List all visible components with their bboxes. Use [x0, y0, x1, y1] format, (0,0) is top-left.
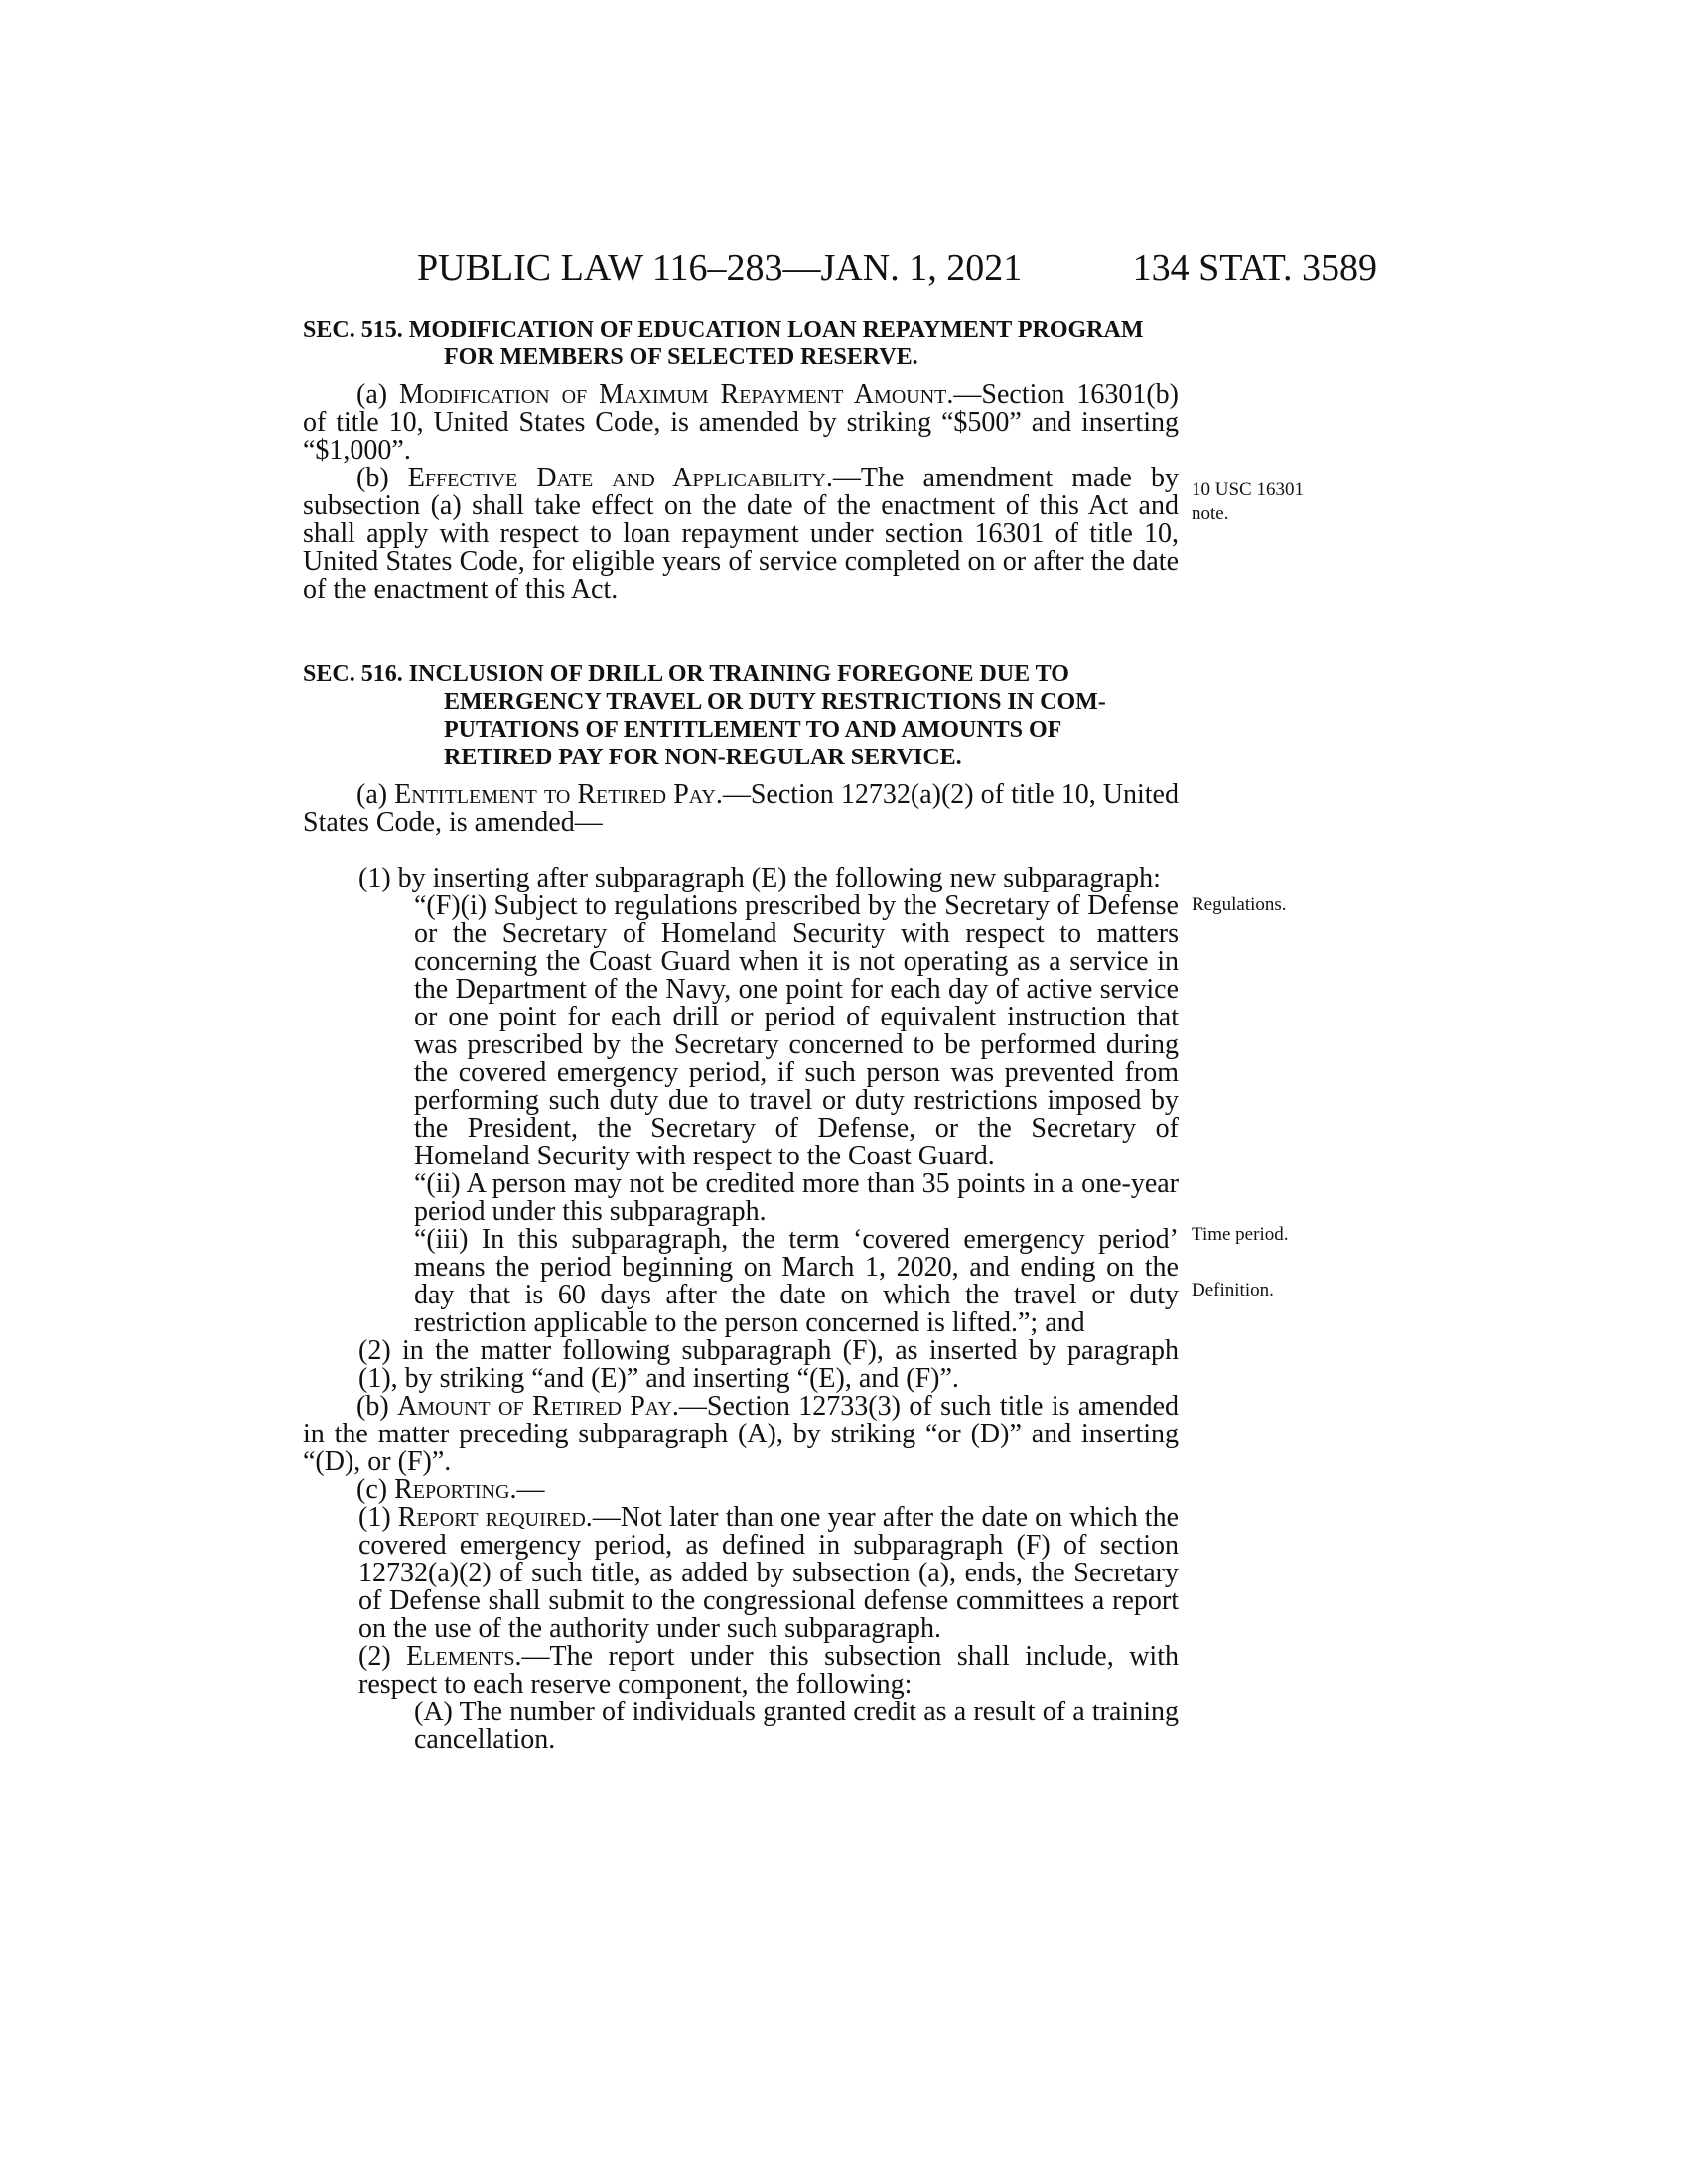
heading-line: FOR MEMBERS OF SELECTED RESERVE.: [444, 344, 918, 370]
text: .—Section 12732(a)(2) of title 10, United States Code, is amended—: [303, 779, 1179, 838]
margin-note-time-period: Time period.: [1192, 1224, 1289, 1245]
label: (a): [356, 379, 400, 410]
public-law-title: PUBLIC LAW 116–283—JAN. 1, 2021: [417, 247, 1023, 289]
text: “(F)(i) Subject to regulations prescribed by the Secretary of Defense or the Secretary of Homeland Security with respect to matters concerning the Coast Guard when it is not operating as a service in the Department of the Navy, one point for each day of active service or one point for each drill or period of equivalent instruction that was prescribed by the Secretary concerned to be performed during the covered emergency period, if such person was prevented from performing such duty due to travel or duty restrictions imposed by the President, the Secretary of Defense, or the Secretary of Homeland Security with respect to the Coast Guard.: [414, 890, 1179, 1171]
section-516: [303, 660, 1179, 1754]
paragraph-516-b: [303, 1393, 1179, 1476]
label: (2): [358, 1641, 407, 1672]
paragraph-516-c: [303, 1476, 1179, 1504]
text: .—Section 12733(3) of such title is amended in the matter preceding subparagraph (A), by striking “or (D)” and inserting “(D), or (F)”.: [303, 1391, 1179, 1477]
text: (A) The number of individuals granted credit as a result of a training cancellation.: [414, 1697, 1179, 1755]
text: “(iii) In this subparagraph, the term ‘covered emergency period’ means the period beginning on March 1, 2020, and ending on the day that is 60 days after the date on which the travel or duty restriction applicable to the person concerned is lifted.”; and: [414, 1224, 1179, 1338]
paragraph-516-c1: [303, 1504, 1179, 1643]
paragraph-F-i: [303, 892, 1179, 1170]
paragraph-515-b: [303, 465, 1179, 604]
text: “(ii) A person may not be credited more than 35 points in a one-year period under this subparagraph.: [414, 1168, 1179, 1227]
subsection-heading: Modification of Maximum Repayment Amount: [399, 379, 947, 410]
heading-line: PUTATIONS OF ENTITLEMENT TO AND AMOUNTS OF: [444, 717, 1062, 743]
margin-note-definition: Definition.: [1192, 1280, 1274, 1300]
text: .—The report under this subsection shall include, with respect to each reserve component, the following:: [358, 1641, 1179, 1700]
label: (1): [358, 1502, 398, 1533]
stat-page-number: 134 STAT. 3589: [1132, 247, 1377, 289]
section-516-heading: [303, 660, 1179, 771]
label: (b): [356, 1391, 398, 1422]
label: (a): [356, 779, 395, 810]
margin-note-line: note.: [1192, 503, 1229, 524]
heading-line: EMERGENCY TRAVEL OR DUTY RESTRICTIONS IN COM-: [444, 689, 1106, 715]
subsection-heading: Entitlement to Retired Pay: [394, 779, 716, 810]
section-515-heading: [303, 316, 1179, 371]
paragraph-516-a1: [303, 837, 1179, 892]
subsection-heading: Report required: [397, 1502, 586, 1533]
paragraph-516-c2: [303, 1643, 1179, 1699]
label: (b): [356, 463, 408, 493]
paragraph-515-a: [303, 381, 1179, 465]
paragraph-F-iii: [303, 1226, 1179, 1337]
section-515: [303, 316, 1179, 604]
paragraph-516-a2: [303, 1337, 1179, 1393]
subsection-heading: Amount of Retired Pay: [397, 1391, 672, 1422]
subsection-heading: Effective Date and Applicability: [407, 463, 826, 493]
margin-note-usc: [1192, 478, 1304, 526]
heading-line: SEC. 515. MODIFICATION OF EDUCATION LOAN REPAYMENT PROGRAM: [303, 317, 1144, 342]
label: (c): [356, 1474, 395, 1505]
page-header: [303, 246, 1377, 296]
text: (2) in the matter following subparagraph (F), as inserted by paragraph (1), by striking “and (E)” and inserting “(E), and (F)”.: [358, 1335, 1179, 1394]
text: .—Section 16301(b) of title 10, United States Code, is amended by striking “$500” and inserting “$1,000”.: [303, 379, 1179, 466]
paragraph-F-ii: [303, 1170, 1179, 1226]
paragraph-516-c2-A: [303, 1699, 1179, 1754]
heading-line: RETIRED PAY FOR NON-REGULAR SERVICE.: [444, 745, 962, 770]
subsection-heading: Reporting: [394, 1474, 510, 1505]
heading-line: SEC. 516. INCLUSION OF DRILL OR TRAINING FOREGONE DUE TO: [303, 661, 1069, 687]
text: .—: [509, 1474, 545, 1505]
margin-note-line: 10 USC 16301: [1192, 479, 1304, 500]
subsection-heading: Elements: [406, 1641, 515, 1672]
text: .—Not later than one year after the date on which the covered emergency period, as defined in subparagraph (F) of section 12732(a)(2) of such title, as added by subsection (a), ends, the Secretary of Defense shall submit to the congressional defense committees a report on the use of the authority under such subparagraph.: [358, 1502, 1180, 1644]
text: .—The amendment made by subsection (a) shall take effect on the date of the enactment of this Act and shall apply with respect to loan repayment under section 16301 of title 10, United States Code, for eligible years of service completed on or after the date of the enactment of this Act.: [303, 463, 1179, 605]
text: (1) by inserting after subparagraph (E) the following new subparagraph:: [358, 863, 1161, 893]
margin-note-regulations: Regulations.: [1192, 894, 1287, 915]
paragraph-516-a: [303, 781, 1179, 837]
